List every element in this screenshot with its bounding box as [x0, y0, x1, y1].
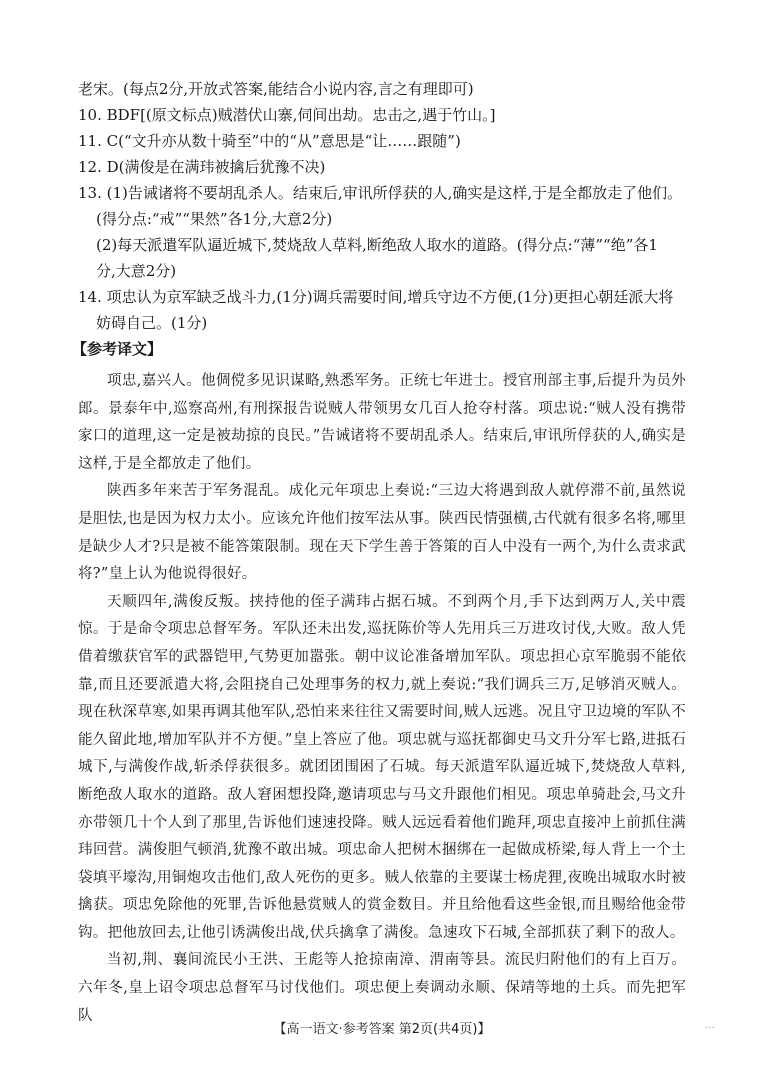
answer-10: 10. BDF[(原文标点)贼潜伏山寨,伺间出劫。忠击之,遇于竹山。] [78, 106, 496, 124]
translation-paragraph-2: 陕西多年来苦于军务混乱。成化元年项忠上奏说:“三边大将遇到敌人就停滞不前,虽然说是胆怯,也是因为权力太小。应该允许他们按军法从事。陕西民情强横,古代就有很多名将,哪里是缺少人才?只是被不能答策限制。现在天下学生善于答策的百人中没有一两个,为什么责求武将?”皇上认为他说得很好。 [78, 483, 686, 583]
answer-9-tail: 老宋。(每点2分,开放式答案,能结合小说内容,言之有理即可) [78, 80, 474, 98]
answer-12: 12. D(满俊是在满玮被擒后犹豫不决) [78, 158, 326, 176]
answer-13-1-points: (得分点:“戒”“果然”各1分,大意2分) [96, 210, 333, 228]
answer-14-cont: 妨碍自己。(1分) [96, 314, 208, 332]
answer-11: 11. C(“文升亦从数十骑至”中的“从”意思是“让……跟随”) [78, 132, 461, 150]
footer-mark: … [705, 1020, 715, 1031]
translation-paragraph-4: 当初,荆、襄间流民小王洪、王彪等人抢掠南漳、渭南等县。流民归附他们的有上百万。六年冬,皇上诏令项忠总督军马讨伐他们。项忠便上奏调动永顺、保靖等地的土兵。而先把军队 [78, 952, 686, 1024]
answer-13-1: 13. (1)告诫诸将不要胡乱杀人。结束后,审讯所俘获的人,确实是这样,于是全都放走了他们。 [78, 184, 683, 202]
section-title: 【参考译文】 [72, 340, 163, 358]
answer-13-2-points: 分,大意2分) [96, 262, 177, 280]
answer-13-2: (2)每天派遣军队逼近城下,焚烧敌人草料,断绝敌人取水的道路。(得分点:“薄”“绝”各1 [96, 236, 658, 254]
answer-list [78, 76, 698, 336]
answer-14: 14. 项忠认为京军缺乏战斗力,(1分)调兵需要时间,增兵守边不方便,(1分)更担心朝廷派大将 [78, 288, 674, 306]
translation-paragraph-1: 项忠,嘉兴人。他倜傥多见识谋略,熟悉军务。正统七年进士。授官刑部主事,后提升为员外郎。景泰年中,巡察高州,有刑探报告说贼人带领男女几百人抢夺村落。项忠说:“贼人没有携带家口的道理,这一定是被劫掠的良民。”告诫诸将不要胡乱杀人。结束后,审讯所俘获的人,确实是这样,于是全都放走了他们。 [78, 373, 686, 472]
page-footer: 【高一语文·参考答案 第2页(共4页)】 [273, 1022, 491, 1037]
reference-translation [78, 368, 686, 1030]
translation-paragraph-3: 天顺四年,满俊反叛。挟持他的侄子满玮占据石城。不到两个月,手下达到两万人,关中震惊。于是命令项忠总督军务。军队还未出发,巡抚陈价等人先用兵三万进攻讨伐,大败。敌人凭借着缴获官军的武器铠甲,气势更加嚣张。朝中议论准备增加军队。项忠担心京军脆弱不能依靠,而且还要派遣大将,会阻挠自己处理事务的权力,就上奏说:“我们调兵三万,足够消灭贼人。现在秋深草寒,如果再调其他军队,恐怕来来往往又需要时间,贼人远逃。况且守卫边境的军队不能久留此地,增加军队并不方便。”皇上答应了他。项忠就与巡抚都御史马文升分军七路,进抵石城下,与满俊作战,斩杀俘获很多。就团团围困了石城。每天派遣军队逼近城下,焚烧敌人草料,断绝敌人取水的道路。敌人窘困想投降,邀请项忠与马文升跟他们相见。项忠单骑赴会,马文升亦带领几十个人到了那里,告诉他们速速投降。贼人远远看着他们跪拜,项忠直接冲上前抓住满玮回营。满俊胆气顿消,犹豫不敢出城。项忠命人把树木捆绑在一起做成桥梁,每人背上一个土袋填平壕沟,用铜炮攻击他们,敌人死伤的更多。贼人依靠的主要谋士杨虎狸,夜晚出城取水时被擒获。项忠免除他的死罪,告诉他悬赏贼人的赏金数目。并且给他看这些金银,而且赐给他金带钩。把他放回去,让他引诱满俊出战,伏兵擒拿了满俊。急速攻下石城,全部抓获了剩下的敌人。 [78, 593, 686, 941]
